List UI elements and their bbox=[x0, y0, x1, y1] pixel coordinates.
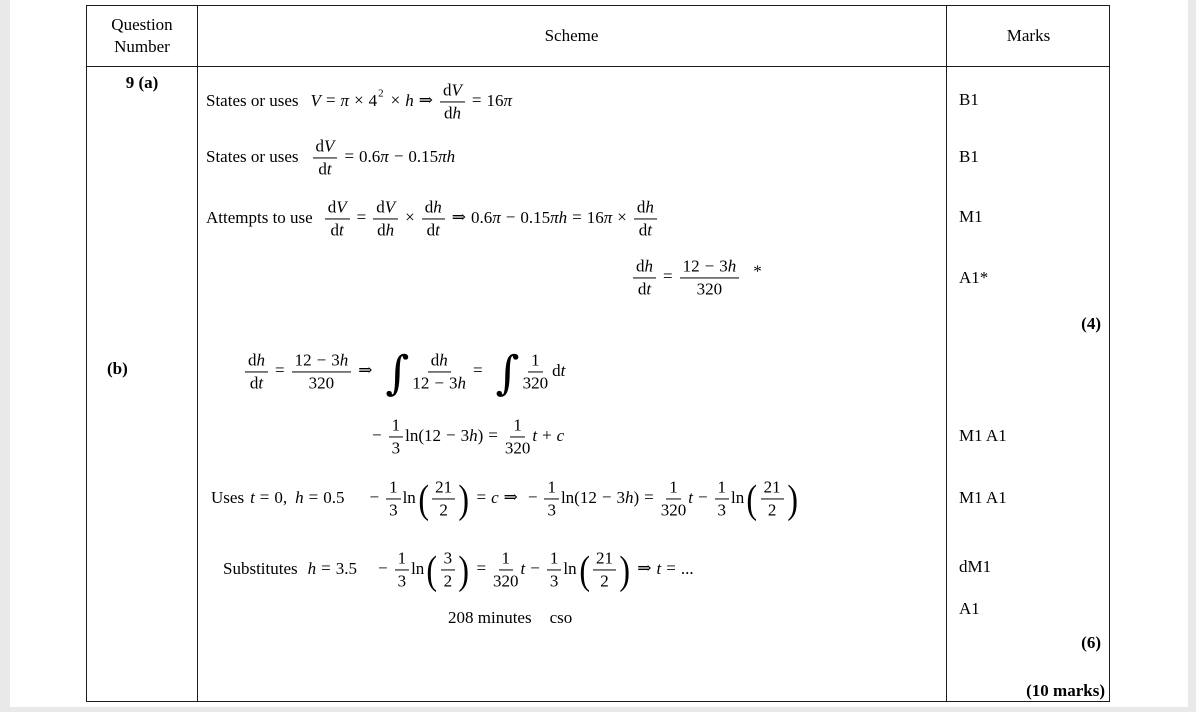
math-token: d bbox=[376, 197, 385, 217]
math-token: ln(12 bbox=[405, 425, 441, 445]
math-token: 4 bbox=[368, 90, 378, 110]
mark-label: dM1 bbox=[959, 557, 992, 576]
math-token: 3 bbox=[547, 500, 556, 520]
math-token: 3 bbox=[549, 571, 559, 591]
math-token: 21 bbox=[595, 548, 613, 568]
math-token: 208 minutes bbox=[448, 608, 532, 627]
math-token: 1 bbox=[397, 548, 407, 568]
numerator bbox=[389, 415, 404, 437]
math-token: 1 bbox=[513, 415, 522, 435]
math-token: 3 bbox=[389, 500, 398, 520]
math-token: t bbox=[532, 425, 538, 445]
math-token: 3 bbox=[443, 548, 453, 568]
math-token: − bbox=[704, 256, 715, 276]
numerator bbox=[544, 477, 559, 499]
paren-group: ( $\frac{21}{2}$ ) bbox=[746, 476, 798, 521]
math-token: = bbox=[476, 487, 487, 507]
math-token: c bbox=[491, 487, 499, 507]
math-token: h bbox=[433, 197, 442, 217]
math-token: ) bbox=[477, 425, 484, 445]
math-token: ... bbox=[680, 558, 694, 578]
scheme-line-b1 bbox=[243, 345, 566, 399]
math-token: 3 bbox=[331, 350, 340, 370]
paren-content bbox=[759, 477, 786, 520]
math-token: − bbox=[369, 487, 380, 507]
denominator bbox=[547, 500, 556, 521]
math-token: 12 bbox=[682, 256, 700, 276]
math-token: d bbox=[327, 197, 337, 217]
denominator bbox=[398, 571, 407, 592]
scheme-line-b5 bbox=[448, 608, 572, 628]
math-token: t bbox=[258, 373, 264, 393]
math-token: t bbox=[646, 279, 652, 299]
math-token: + bbox=[542, 425, 552, 445]
math-token: t bbox=[250, 487, 255, 507]
header-cell-question-number bbox=[87, 6, 197, 66]
math-token: 1 bbox=[531, 350, 540, 370]
math-token: = bbox=[663, 266, 673, 286]
math-token: 21 bbox=[763, 477, 781, 497]
denominator bbox=[550, 571, 559, 592]
scheme-cell bbox=[197, 66, 946, 701]
integral-sign: ∫ bbox=[495, 345, 520, 399]
math-token: = bbox=[321, 558, 331, 578]
numerator bbox=[432, 477, 455, 499]
math-token: = bbox=[473, 360, 483, 380]
denominator bbox=[493, 571, 519, 592]
numerator bbox=[634, 197, 657, 219]
math-token: − bbox=[601, 487, 612, 507]
denominator bbox=[697, 279, 723, 300]
scheme-line-b2 bbox=[367, 415, 564, 458]
math-token: 1 bbox=[389, 477, 398, 497]
math-token: h bbox=[645, 197, 654, 217]
math-token: 1 bbox=[717, 477, 727, 497]
math-token: = bbox=[572, 207, 582, 227]
math-token: t bbox=[326, 159, 332, 179]
numerator bbox=[666, 477, 681, 499]
question-total-marks: (10 marks) bbox=[1026, 681, 1105, 700]
fraction bbox=[386, 477, 401, 520]
header-label-marks: Marks bbox=[1006, 25, 1051, 45]
fraction bbox=[593, 548, 616, 591]
part-b-total: (6) bbox=[1081, 633, 1101, 652]
pdf-page bbox=[10, 0, 1188, 707]
math-token: 2 bbox=[378, 87, 384, 100]
math-token: = bbox=[259, 487, 270, 507]
mark-label: M1 A1 bbox=[959, 426, 1007, 445]
math-token: * bbox=[753, 261, 762, 281]
math-token: ⇒ bbox=[451, 207, 466, 227]
math-token: 0.5 bbox=[323, 487, 345, 507]
math-token: t bbox=[435, 220, 440, 240]
numerator bbox=[441, 548, 456, 570]
fraction bbox=[633, 256, 656, 299]
math-token: V bbox=[451, 80, 462, 100]
denominator bbox=[718, 500, 727, 521]
math-token: πh bbox=[438, 146, 456, 166]
fraction bbox=[432, 477, 455, 520]
math-token: 2 bbox=[439, 500, 448, 520]
math-token: 3 bbox=[719, 256, 728, 276]
math-token: d bbox=[330, 220, 340, 240]
math-token: = bbox=[644, 487, 654, 507]
math-token: t bbox=[656, 558, 662, 578]
math-token: t bbox=[688, 487, 693, 507]
fraction bbox=[292, 350, 352, 393]
denominator bbox=[444, 103, 461, 124]
fraction bbox=[389, 415, 404, 458]
numerator bbox=[510, 415, 525, 437]
fraction bbox=[422, 197, 445, 240]
math-token: − bbox=[445, 425, 456, 445]
math-token: Uses bbox=[211, 487, 245, 507]
math-token: d bbox=[636, 256, 645, 276]
denominator bbox=[331, 220, 344, 241]
numerator bbox=[499, 548, 514, 570]
fraction bbox=[680, 256, 740, 299]
math-token: t bbox=[647, 220, 652, 240]
math-token: ln bbox=[731, 487, 745, 507]
math-token: − bbox=[393, 146, 404, 166]
math-token: h bbox=[405, 90, 414, 110]
fraction bbox=[441, 548, 456, 591]
math-token: − bbox=[377, 558, 388, 578]
math-token: d bbox=[426, 220, 436, 240]
fraction bbox=[313, 136, 338, 179]
math-token: ) bbox=[633, 487, 640, 507]
denominator bbox=[427, 220, 440, 241]
math-token: cso bbox=[549, 608, 573, 627]
denominator bbox=[377, 220, 394, 241]
math-token: h bbox=[457, 373, 466, 393]
math-token: = bbox=[356, 207, 367, 227]
math-token: 3 bbox=[391, 438, 401, 458]
math-token: = bbox=[308, 487, 319, 507]
math-token: d bbox=[248, 350, 257, 370]
numerator bbox=[440, 80, 465, 102]
math-token: − bbox=[372, 425, 382, 445]
math-token: ⇒ bbox=[358, 360, 373, 380]
math-token: c bbox=[556, 425, 565, 445]
numerator bbox=[325, 197, 350, 219]
math-token: h bbox=[385, 220, 395, 240]
numerator bbox=[386, 477, 401, 499]
numerator bbox=[633, 256, 656, 278]
numerator bbox=[528, 350, 543, 372]
numerator bbox=[715, 477, 730, 499]
fraction bbox=[505, 415, 531, 458]
numerator bbox=[373, 197, 398, 219]
math-token: 0.15 bbox=[520, 207, 551, 227]
math-token: 16 bbox=[486, 90, 504, 110]
math-token: 21 bbox=[435, 477, 453, 497]
math-token: 320 bbox=[308, 373, 335, 393]
mark-scheme-table bbox=[86, 5, 1110, 702]
math-token: = bbox=[488, 425, 498, 445]
paren-content bbox=[591, 548, 618, 591]
denominator bbox=[309, 373, 335, 394]
math-token: − bbox=[505, 207, 516, 227]
fraction bbox=[373, 197, 398, 240]
math-token: ln bbox=[563, 558, 577, 578]
math-token: h bbox=[295, 487, 304, 507]
denominator bbox=[392, 438, 401, 459]
math-token: − bbox=[316, 350, 327, 370]
math-token: = bbox=[275, 360, 285, 380]
math-token: h bbox=[339, 350, 349, 370]
denominator bbox=[412, 373, 466, 394]
math-token: t bbox=[339, 220, 344, 240]
math-token: h bbox=[624, 487, 634, 507]
math-token: = bbox=[325, 90, 336, 110]
denominator bbox=[638, 279, 651, 300]
math-token: h bbox=[644, 256, 653, 276]
math-token: 3.5 bbox=[335, 558, 357, 578]
denominator bbox=[389, 500, 398, 521]
paren-group: ( $\frac{21}{2}$ ) bbox=[578, 547, 630, 592]
numerator bbox=[313, 136, 338, 158]
fraction bbox=[761, 477, 784, 520]
math-token: π bbox=[503, 90, 513, 110]
math-token: 0.6 bbox=[359, 146, 381, 166]
math-token: t bbox=[560, 360, 566, 380]
math-token: 1 bbox=[501, 548, 511, 568]
math-token: = bbox=[344, 146, 355, 166]
math-token: d bbox=[636, 197, 646, 217]
scheme-line-a4 bbox=[631, 256, 762, 299]
mark-label: B1 bbox=[959, 90, 979, 109]
denominator bbox=[639, 220, 652, 241]
math-token: 320 bbox=[504, 438, 531, 458]
scheme-line-a1 bbox=[206, 80, 512, 123]
math-token: 3 bbox=[397, 571, 407, 591]
math-token: ln bbox=[411, 558, 425, 578]
math-token: d bbox=[638, 220, 648, 240]
math-token: Substitutes bbox=[223, 558, 298, 578]
paren-group: ( $\frac{21}{2}$ ) bbox=[418, 476, 470, 521]
numerator bbox=[395, 548, 410, 570]
math-token: h bbox=[452, 103, 461, 123]
math-token: 12 bbox=[294, 350, 312, 370]
scheme-line-a2 bbox=[206, 136, 455, 179]
scheme-line-b4 bbox=[223, 548, 694, 591]
scheme-line-b3 bbox=[211, 477, 800, 520]
math-token: 3 bbox=[449, 373, 458, 393]
math-token: 3 bbox=[717, 500, 727, 520]
math-token: 2 bbox=[600, 571, 609, 591]
fraction bbox=[634, 197, 657, 240]
denominator bbox=[318, 159, 331, 180]
math-token: h bbox=[439, 350, 448, 370]
math-token: V bbox=[384, 197, 396, 217]
fraction bbox=[523, 350, 549, 393]
math-token: − bbox=[697, 487, 708, 507]
numerator bbox=[593, 548, 616, 570]
math-token: d bbox=[249, 373, 259, 393]
math-token: h bbox=[469, 425, 478, 445]
math-token: d bbox=[637, 279, 647, 299]
numerator bbox=[245, 350, 268, 372]
header-label-scheme: Scheme bbox=[544, 25, 599, 45]
denominator bbox=[661, 500, 687, 521]
question-number-9a: 9 (a) bbox=[125, 73, 159, 92]
numerator bbox=[292, 350, 352, 372]
fraction bbox=[325, 197, 350, 240]
header-cell-marks bbox=[946, 6, 1111, 66]
numerator bbox=[422, 197, 445, 219]
math-token: ⇒ bbox=[503, 487, 518, 507]
math-token: πh bbox=[550, 207, 568, 227]
marks-cell bbox=[946, 66, 1111, 701]
math-token: 1 bbox=[391, 415, 401, 435]
math-token: − bbox=[527, 487, 538, 507]
paren-content bbox=[439, 548, 458, 591]
numerator bbox=[761, 477, 784, 499]
paren-content bbox=[430, 477, 457, 520]
math-token: π bbox=[340, 90, 350, 110]
fraction bbox=[440, 80, 465, 123]
math-token: − bbox=[434, 373, 444, 393]
question-part-b: (b) bbox=[107, 359, 128, 378]
math-token: 1 bbox=[547, 477, 556, 497]
math-token: d bbox=[424, 197, 434, 217]
math-token: V bbox=[310, 90, 321, 110]
header-cell-scheme bbox=[197, 6, 946, 66]
math-token: 2 bbox=[767, 500, 777, 520]
math-token: × bbox=[354, 90, 364, 110]
question-number-cell bbox=[87, 66, 197, 701]
math-token: 1 bbox=[669, 477, 678, 497]
fraction bbox=[395, 548, 410, 591]
math-token: h bbox=[256, 350, 265, 370]
math-token: States or uses bbox=[206, 90, 299, 110]
math-token: 0.15 bbox=[408, 146, 439, 166]
numerator bbox=[428, 350, 451, 372]
numerator bbox=[680, 256, 740, 278]
math-token: 3 bbox=[616, 487, 625, 507]
math-token: 320 bbox=[696, 279, 723, 299]
math-token: 320 bbox=[493, 571, 519, 591]
denominator bbox=[444, 571, 453, 592]
math-token: π bbox=[380, 146, 389, 166]
math-token: ⇒ bbox=[418, 90, 433, 110]
math-token: V bbox=[336, 197, 347, 217]
header-label-question-number: Question Number bbox=[111, 14, 173, 56]
fraction bbox=[547, 548, 562, 591]
math-token: d bbox=[443, 80, 452, 100]
fraction bbox=[661, 477, 687, 520]
mark-label: B1 bbox=[959, 147, 979, 166]
denominator bbox=[600, 571, 609, 592]
integral-sign: ∫ bbox=[385, 345, 410, 399]
denominator bbox=[523, 373, 549, 394]
math-token: = bbox=[666, 558, 676, 578]
math-token: V bbox=[324, 136, 335, 156]
math-token: × bbox=[617, 207, 627, 227]
math-token: × bbox=[390, 90, 401, 110]
math-token: 320 bbox=[522, 373, 549, 393]
math-token: 12 bbox=[412, 373, 430, 393]
scheme-line-a3 bbox=[206, 197, 659, 240]
math-token: h bbox=[727, 256, 737, 276]
mark-label: M1 A1 bbox=[959, 488, 1007, 507]
math-token: States or uses bbox=[206, 146, 299, 166]
math-token: 3 bbox=[460, 425, 470, 445]
math-token: 0.6 bbox=[470, 207, 493, 227]
math-token: π bbox=[603, 207, 613, 227]
numerator bbox=[547, 548, 562, 570]
mark-label: A1 bbox=[959, 599, 980, 618]
math-token: π bbox=[492, 207, 501, 227]
fraction bbox=[245, 350, 268, 393]
math-token: ln bbox=[402, 487, 416, 507]
math-token: − bbox=[530, 558, 540, 578]
math-token: 16 bbox=[586, 207, 604, 227]
math-token: × bbox=[405, 207, 415, 227]
paren-group: ( $\frac{3}{2}$ ) bbox=[426, 547, 470, 592]
part-a-total: (4) bbox=[1081, 314, 1101, 333]
math-token: 0, bbox=[274, 487, 288, 507]
math-token: ln(12 bbox=[560, 487, 597, 507]
math-token: 1 bbox=[549, 548, 559, 568]
math-token: d bbox=[430, 350, 440, 370]
mark-label: A1* bbox=[959, 268, 989, 287]
math-token: d bbox=[318, 159, 327, 179]
math-token: = bbox=[476, 558, 487, 578]
fraction bbox=[544, 477, 559, 520]
math-token: Attempts to use bbox=[206, 207, 313, 227]
denominator bbox=[768, 500, 777, 521]
math-token: h bbox=[307, 558, 317, 578]
denominator bbox=[505, 438, 531, 459]
fraction bbox=[715, 477, 730, 520]
math-token: d bbox=[315, 136, 325, 156]
math-token: = bbox=[471, 90, 482, 110]
math-token: 320 bbox=[660, 500, 687, 520]
denominator bbox=[250, 373, 263, 394]
math-token: 2 bbox=[443, 571, 453, 591]
math-token: ⇒ bbox=[637, 558, 652, 578]
math-token: d bbox=[377, 220, 386, 240]
math-token: t bbox=[520, 558, 526, 578]
denominator bbox=[439, 500, 448, 521]
fraction bbox=[493, 548, 519, 591]
math-token: d bbox=[443, 103, 453, 123]
math-token: d bbox=[552, 360, 561, 380]
fraction bbox=[412, 350, 466, 393]
mark-label: M1 bbox=[959, 207, 983, 226]
